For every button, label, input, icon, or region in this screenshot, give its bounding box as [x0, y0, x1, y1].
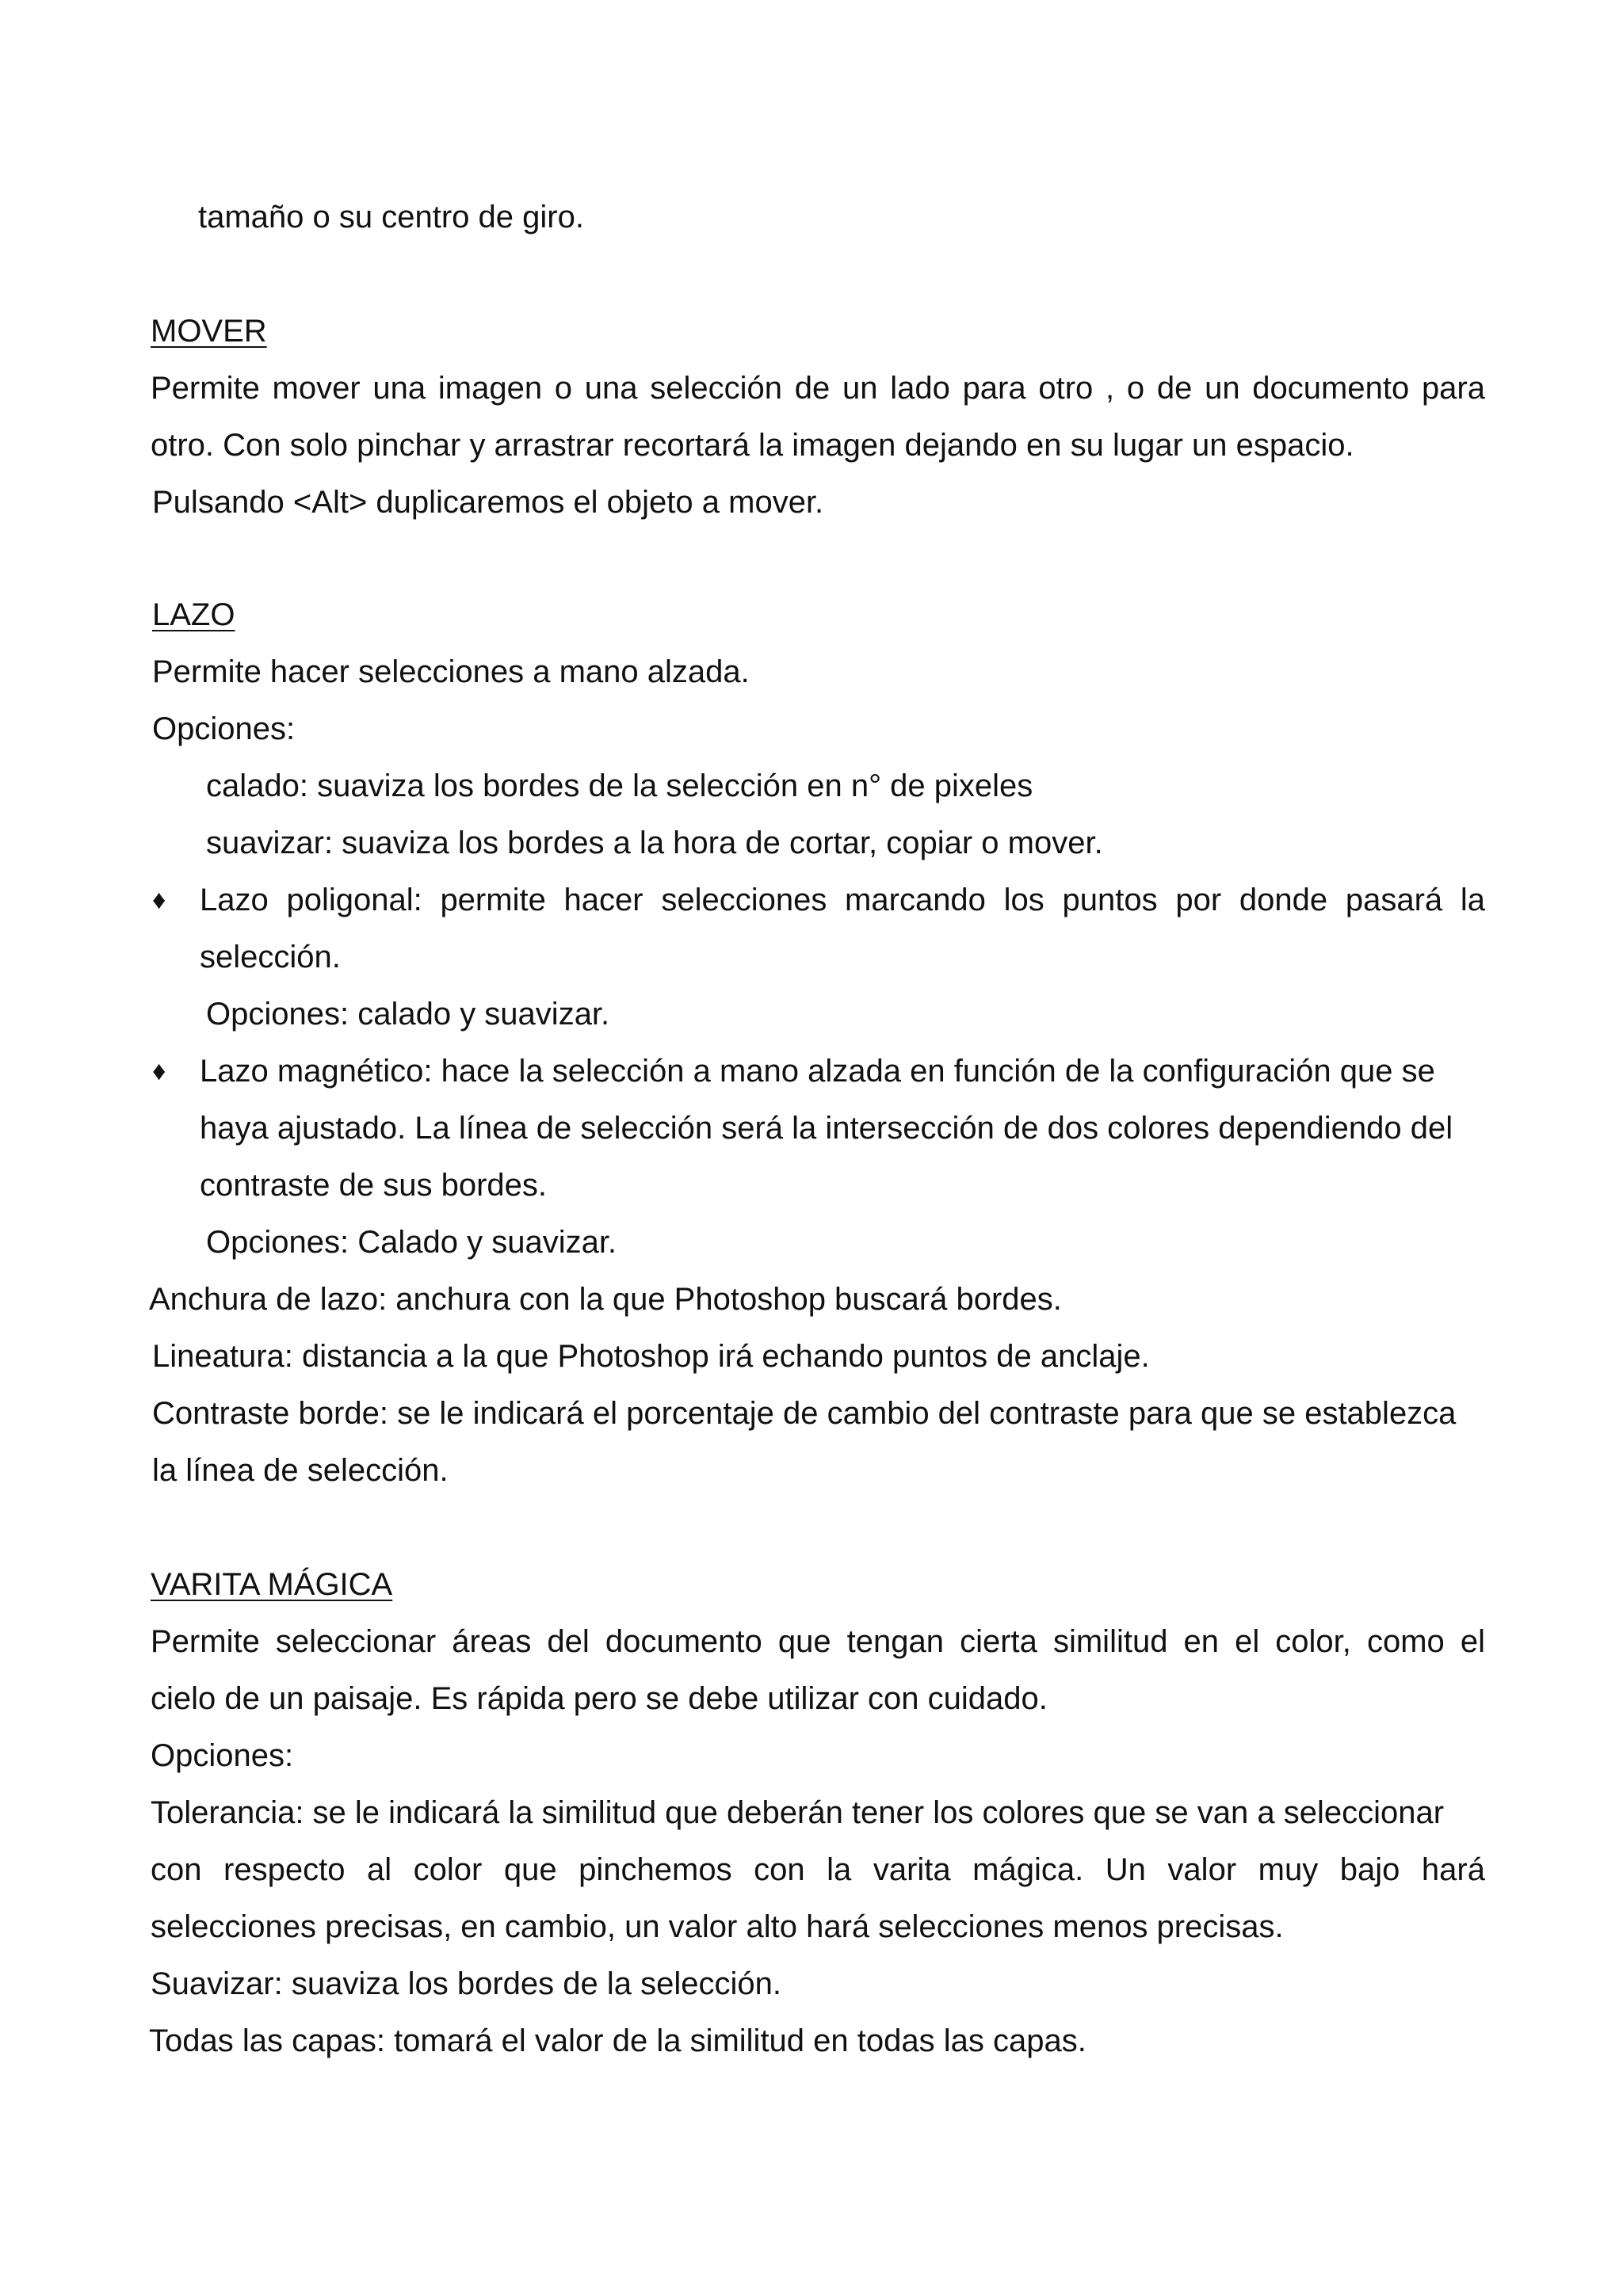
- lazo-poligonal-line-2: selección.: [200, 940, 341, 974]
- varita-tolerancia-line-3: selecciones precisas, en cambio, un valor alto hará selecciones menos precisas.: [151, 1909, 1284, 1944]
- lazo-poligonal-line-1: Lazo poligonal: permite hacer selecciones marcando los puntos por donde pasará la: [200, 883, 1485, 917]
- mover-heading: MOVER: [151, 314, 267, 349]
- varita-tolerancia-line-1: Tolerancia: se le indicará la similitud que deberán tener los colores que se van a seleccionar: [151, 1795, 1445, 1830]
- intro-continuation: tamaño o su centro de giro.: [198, 200, 584, 235]
- varita-line-1: Permite seleccionar áreas del documento que tengan cierta similitud en el color, como el: [151, 1624, 1485, 1659]
- bullet-diamond-icon: ♦: [152, 885, 166, 915]
- varita-tolerancia-line-2: con respecto al color que pinchemos con la varita mágica. Un valor muy bajo hará: [151, 1852, 1485, 1887]
- varita-line-2: cielo de un paisaje. Es rápida pero se debe utilizar con cuidado.: [151, 1681, 1048, 1716]
- lazo-description: Permite hacer selecciones a mano alzada.: [152, 654, 750, 689]
- bullet-diamond-icon: ♦: [152, 1056, 166, 1086]
- lazo-heading: LAZO: [152, 597, 235, 632]
- lazo-poligonal-options: Opciones: calado y suavizar.: [206, 997, 610, 1032]
- mover-line-3: Pulsando <Alt> duplicaremos el objeto a mover.: [152, 485, 824, 520]
- lazo-anchura: Anchura de lazo: anchura con la que Photoshop buscará bordes.: [149, 1282, 1062, 1317]
- lazo-option-calado: calado: suaviza los bordes de la selección en n° de pixeles: [206, 769, 1033, 803]
- lazo-contraste-line-2: la línea de selección.: [152, 1453, 449, 1488]
- mover-line-2: otro. Con solo pinchar y arrastrar recortará la imagen dejando en su lugar un espacio.: [151, 428, 1354, 463]
- varita-todas-capas: Todas las capas: tomará el valor de la similitud en todas las capas.: [149, 2023, 1086, 2058]
- varita-options-label: Opciones:: [151, 1738, 294, 1773]
- lazo-magnetico-line-3: contraste de sus bordes.: [200, 1168, 548, 1203]
- lazo-magnetico-line-2: haya ajustado. La línea de selección será la intersección de dos colores dependiendo del: [200, 1111, 1453, 1146]
- lazo-options-label: Opciones:: [152, 711, 296, 746]
- varita-heading: VARITA MÁGICA: [151, 1567, 393, 1602]
- mover-line-1: Permite mover una imagen o una selección de un lado para otro , o de un documento para: [151, 371, 1485, 406]
- lazo-contraste-line-1: Contraste borde: se le indicará el porcentaje de cambio del contraste para que se establezca: [152, 1396, 1457, 1431]
- lazo-lineatura: Lineatura: distancia a la que Photoshop irá echando puntos de anclaje.: [152, 1339, 1150, 1374]
- lazo-option-suavizar: suavizar: suaviza los bordes a la hora de cortar, copiar o mover.: [206, 826, 1103, 860]
- lazo-magnetico-options: Opciones: Calado y suavizar.: [206, 1225, 617, 1260]
- lazo-magnetico-line-1: Lazo magnético: hace la selección a mano alzada en función de la configuración que se: [200, 1054, 1435, 1089]
- varita-suavizar: Suavizar: suaviza los bordes de la selección.: [151, 1966, 781, 2001]
